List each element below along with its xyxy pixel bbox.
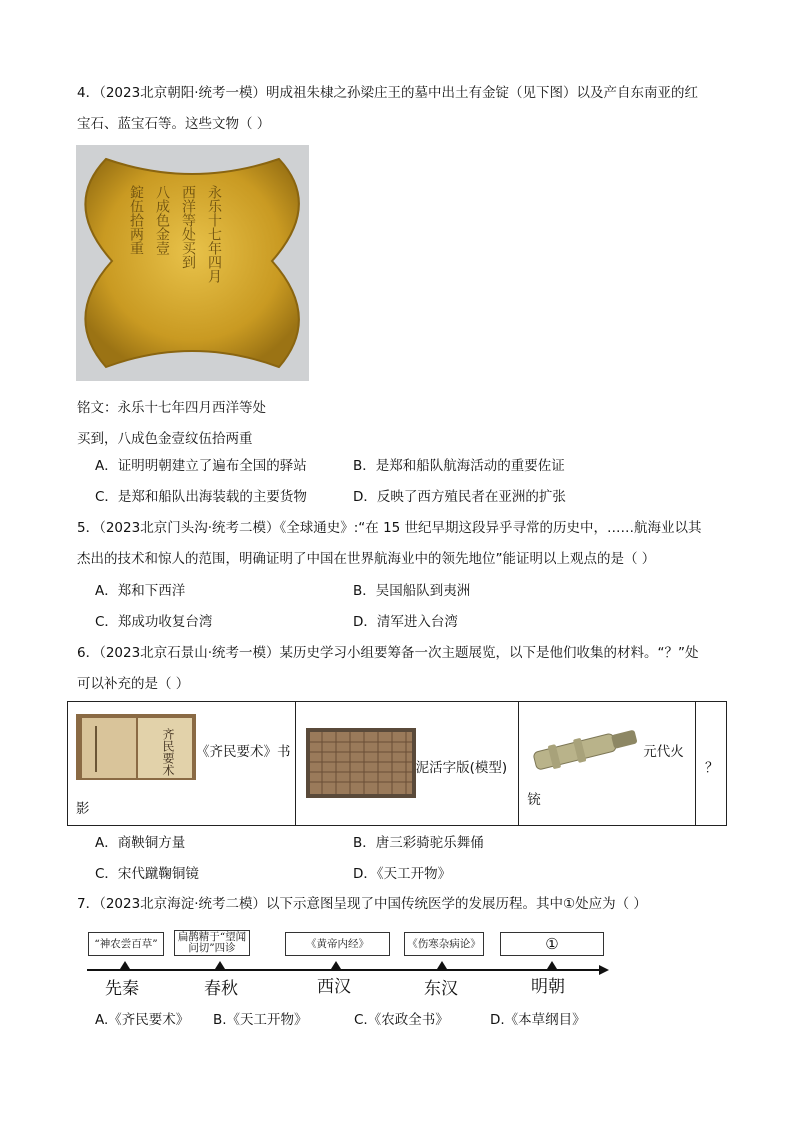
timeline-marker-2	[215, 961, 225, 969]
q6-cell3-label-b: 铳	[527, 792, 541, 808]
q6-option-a[interactable]: A．商鞅铜方量	[95, 835, 186, 851]
q4-line2: 宝石、蓝宝石等。这些文物（ ）	[77, 116, 271, 132]
q6-cell-book	[68, 702, 296, 826]
q4-line1: 4．（2023北京朝阳·统考一模）明成祖朱棣之孙梁庄王的墓中出土有金锭（见下图）以及产自东南亚的红	[77, 85, 698, 101]
era-chunqiu: 春秋	[204, 979, 238, 999]
q4-option-a[interactable]: A．证明明朝建立了遍布全国的驿站	[95, 458, 307, 474]
q5-line1: 5．（2023北京门头沟·统考二模）《全球通史》:“在 15 世纪早期这段异乎寻常的历史中，……航海业以其	[77, 520, 702, 536]
yuan-fire-gun-photo	[529, 722, 641, 772]
timeline-box-bianque: 扁鹊精于“望闻问切”四诊	[174, 930, 250, 956]
q6-cell2-label: 泥活字版(模型)	[415, 760, 508, 776]
q6-question-mark: ？	[705, 760, 719, 776]
q4-option-c[interactable]: C．是郑和船队出海装载的主要货物	[95, 489, 307, 505]
timeline-box-huangdi-neijing: 《黄帝内经》	[285, 932, 390, 956]
q5-option-d[interactable]: D．清军进入台湾	[353, 614, 458, 630]
q7-option-d[interactable]: D.《本草纲目》	[490, 1012, 586, 1028]
timeline-box-shanghan: 《伤寒杂病论》	[404, 932, 484, 956]
ingot-inscription-1: 永乐十七年四月	[206, 185, 222, 283]
clay-movable-type-photo	[306, 728, 416, 798]
timeline-marker-4	[437, 961, 447, 969]
q7-option-b[interactable]: B.《天工开物》	[213, 1012, 308, 1028]
medicine-timeline	[75, 926, 615, 998]
era-xihan: 西汉	[317, 977, 351, 997]
q5-option-a[interactable]: A．郑和下西洋	[95, 583, 186, 599]
timeline-box-shennong: “神农尝百草”	[88, 932, 164, 956]
timeline-arrow-icon	[599, 965, 609, 975]
gold-ingot-photo	[76, 145, 309, 381]
timeline-marker-5	[547, 961, 557, 969]
q4-stem	[77, 78, 727, 140]
q6-line1: 6．（2023北京石景山·统考一模）某历史学习小组要筹备一次主题展览，以下是他们收集的材料。“？”处	[77, 645, 699, 661]
q6-option-b[interactable]: B．唐三彩骑驼乐舞俑	[353, 835, 484, 851]
era-donghan: 东汉	[424, 979, 458, 999]
q6-cell-fire-gun	[519, 702, 696, 826]
ingot-caption-line2: 买到，八成色金壹纹伍拾两重	[77, 431, 253, 447]
timeline-marker-3	[331, 961, 341, 969]
q5-line2: 杰出的技术和惊人的范围，明确证明了中国在世界航海业中的领先地位”能证明以上观点的是（ ）	[77, 551, 656, 567]
q5-stem	[77, 513, 727, 575]
q7-line1: 7．（2023北京海淀·统考二模）以下示意图呈现了中国传统医学的发展历程。其中①处应为（ ）	[77, 896, 647, 912]
era-xianqin: 先秦	[105, 979, 139, 999]
q6-option-d[interactable]: D．《天工开物》	[353, 866, 452, 882]
ingot-inscription-3: 八成色金壹	[154, 185, 170, 255]
q7-stem	[77, 889, 727, 920]
q7-option-a[interactable]: A.《齐民要术》	[95, 1012, 190, 1028]
ingot-caption-line1: 铭文：永乐十七年四月西洋等处	[77, 400, 266, 416]
gold-ingot-image	[76, 145, 309, 381]
book-cover-title: 齐民要术	[161, 728, 175, 776]
q6-cell1-label-a: 《齐民要术》书	[196, 744, 291, 760]
q6-stem	[77, 638, 727, 700]
ingot-inscription-4: 錠伍拾两重	[128, 185, 144, 255]
timeline-box-blank-1: ①	[500, 932, 604, 956]
q6-material-table	[67, 701, 727, 826]
q6-option-c[interactable]: C．宋代蹴鞠铜镜	[95, 866, 199, 882]
q5-option-b[interactable]: B．吴国船队到夷洲	[353, 583, 471, 599]
q5-option-c[interactable]: C．郑成功收复台湾	[95, 614, 213, 630]
q4-option-b[interactable]: B．是郑和船队航海活动的重要佐证	[353, 458, 565, 474]
timeline-marker-1	[120, 961, 130, 969]
qimin-yaoshu-book-photo	[76, 714, 196, 780]
era-mingchao: 明朝	[531, 977, 565, 997]
q6-cell-movable-type	[295, 702, 519, 826]
q6-cell1-label-b: 影	[76, 801, 90, 817]
ingot-inscription-2: 西洋等处买到	[180, 185, 196, 269]
q6-cell-unknown	[696, 702, 727, 826]
q6-cell3-label-a: 元代火	[643, 744, 684, 760]
q4-option-d[interactable]: D．反映了西方殖民者在亚洲的扩张	[353, 489, 566, 505]
ingot-caption	[77, 393, 266, 455]
q6-line2: 可以补充的是（ ）	[77, 676, 190, 692]
timeline-axis	[87, 969, 599, 971]
q7-option-c[interactable]: C.《农政全书》	[354, 1012, 449, 1028]
